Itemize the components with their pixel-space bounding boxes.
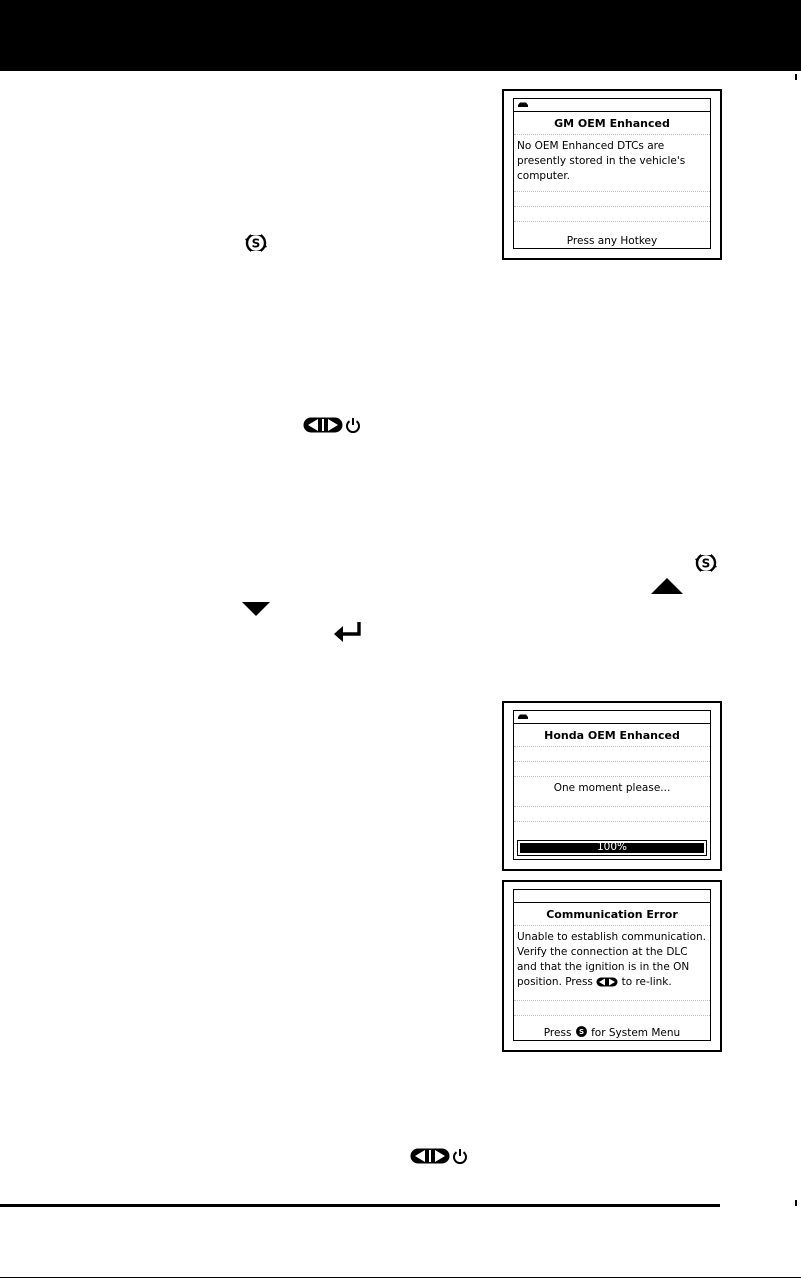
comm-error-screen [502, 880, 722, 1052]
status-row [514, 711, 710, 724]
line-guide [514, 761, 710, 762]
progress-bar [517, 840, 707, 856]
gm-screen [502, 89, 722, 260]
gm-screen-title: GM OEM Enhanced [554, 117, 670, 130]
comm-error-screen-display [513, 889, 711, 1041]
line-guide [514, 134, 710, 135]
message-line: Unable to establish communication. [517, 931, 707, 943]
message-line: and that the ignition is in the ON [517, 961, 690, 973]
line-guide [514, 1000, 710, 1001]
system-menu-s-icon [575, 1025, 588, 1038]
crop-mark [795, 74, 797, 80]
footer-rule [0, 1204, 720, 1207]
enter-arrow-icon [333, 620, 363, 644]
line-guide [514, 206, 710, 207]
comm-error-message [517, 930, 708, 990]
power-icon [345, 417, 361, 433]
crop-mark [795, 1200, 797, 1206]
line-guide [514, 776, 710, 777]
message-line-text: to re-link. [621, 976, 672, 988]
line-guide [514, 746, 710, 747]
message-line [517, 975, 708, 990]
car-icon [517, 713, 529, 720]
progress-label: 100% [596, 841, 628, 853]
link-arrows-icon [596, 977, 618, 987]
line-guide [514, 806, 710, 807]
svg-text:S: S [578, 1026, 584, 1036]
status-row [514, 99, 710, 112]
message-line-text: position. Press [517, 976, 593, 988]
line-guide [514, 191, 710, 192]
up-triangle-icon [650, 577, 684, 595]
system-menu-s-icon [243, 230, 269, 256]
svg-text:S: S [701, 556, 711, 571]
status-row [514, 890, 710, 903]
gm-screen-message [517, 139, 708, 184]
honda-screen-message: One moment please... [553, 782, 671, 794]
page-bottom-rule [0, 1277, 801, 1278]
page-header-bar [0, 0, 801, 71]
message-line: presently stored in the vehicle's [517, 155, 686, 167]
comm-error-footer [514, 1025, 710, 1039]
gm-screen-display [513, 98, 711, 249]
car-icon [517, 101, 529, 108]
line-guide [514, 221, 710, 222]
message-line: No OEM Enhanced DTCs are [517, 140, 665, 152]
message-line: Verify the connection at the DLC [517, 946, 688, 958]
svg-text:S: S [251, 236, 261, 251]
line-guide [514, 925, 710, 926]
honda-screen-display [513, 710, 711, 860]
footer-text: Press [543, 1027, 572, 1039]
power-icon [452, 1148, 468, 1164]
line-guide [514, 821, 710, 822]
comm-error-title: Communication Error [546, 908, 678, 921]
down-triangle-icon [241, 601, 271, 617]
honda-screen-title: Honda OEM Enhanced [544, 729, 680, 742]
link-arrows-icon [303, 417, 343, 433]
link-arrows-icon [410, 1148, 450, 1164]
system-menu-s-icon [693, 550, 719, 576]
line-guide [514, 1015, 710, 1016]
message-line: computer. [517, 170, 571, 182]
gm-screen-footer: Press any Hotkey [566, 235, 658, 247]
honda-screen [502, 701, 722, 871]
footer-text: for System Menu [591, 1027, 681, 1039]
